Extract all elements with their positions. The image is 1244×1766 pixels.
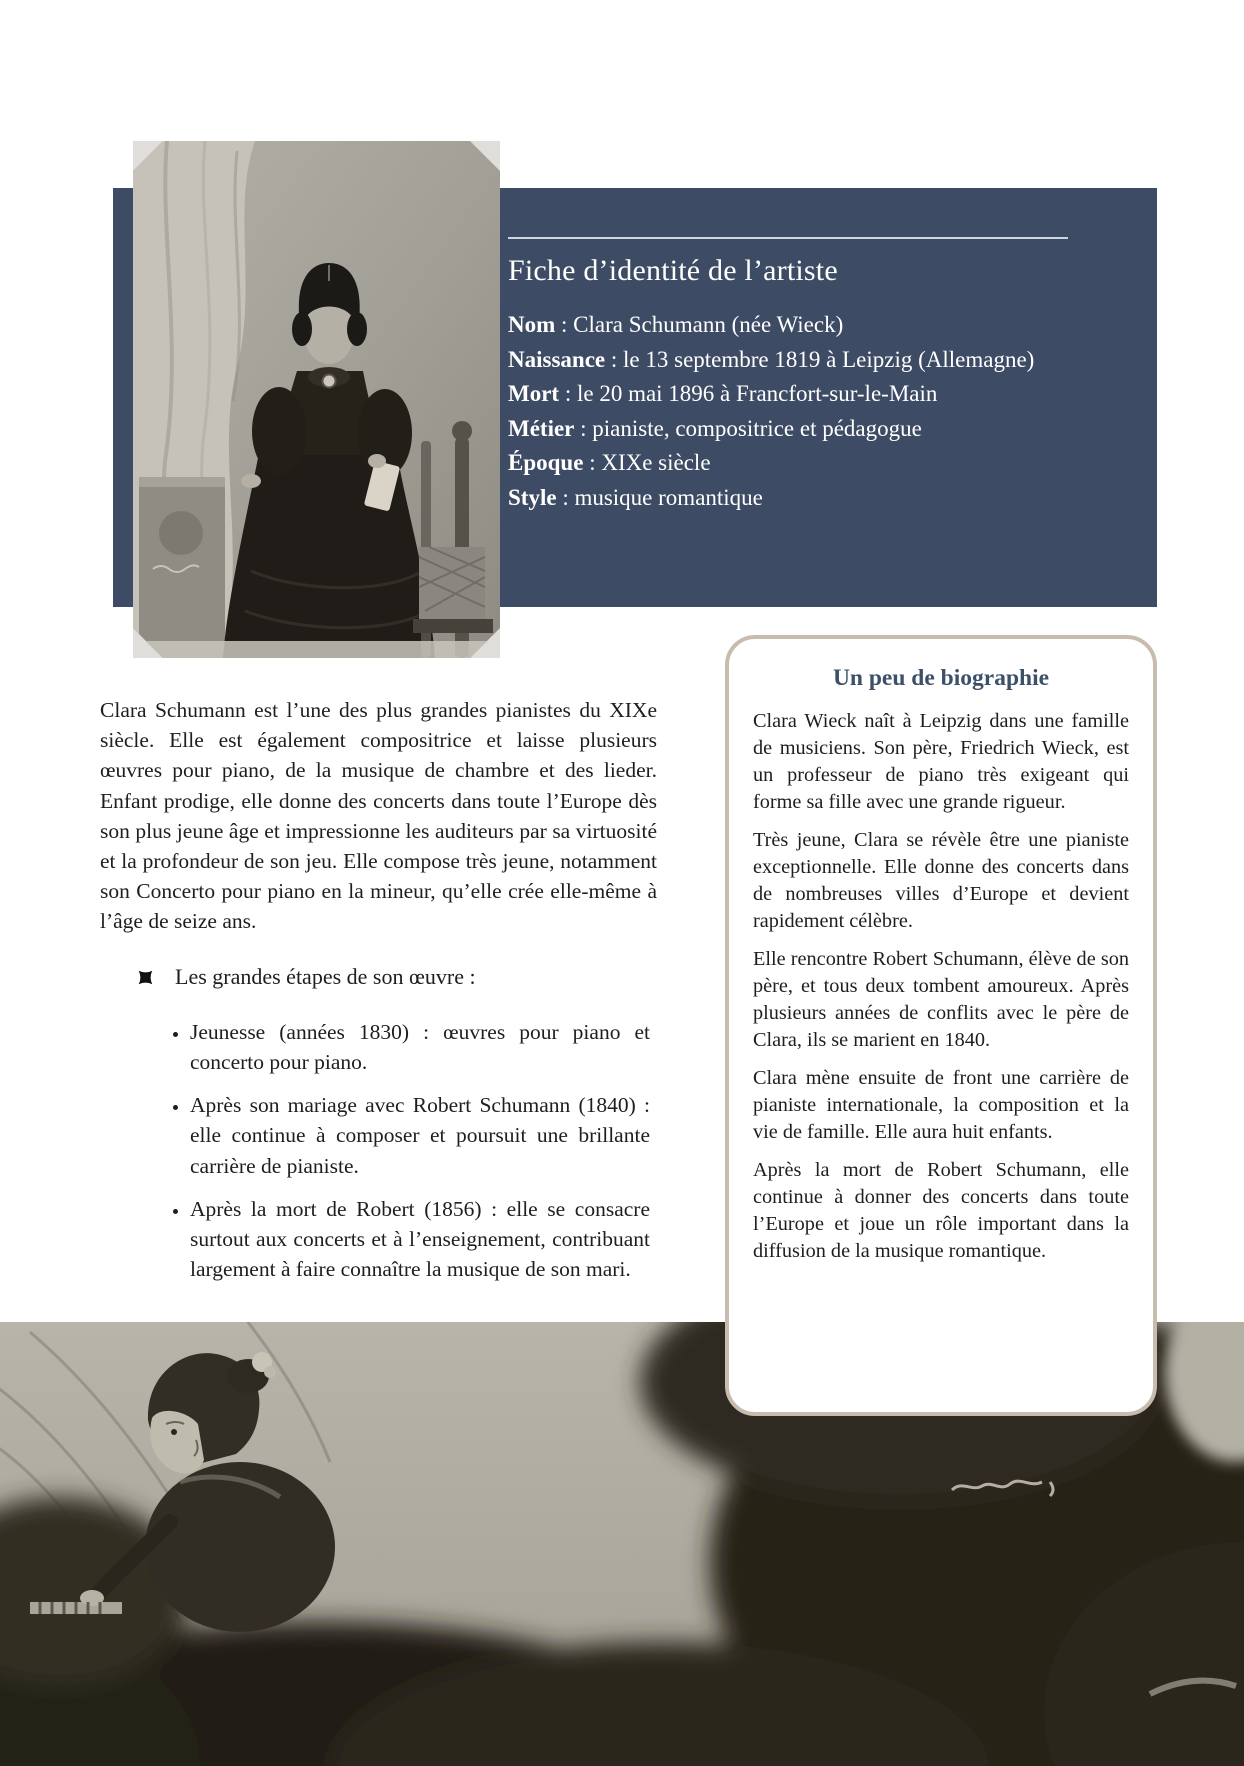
field-value: pianiste, compositrice et pédagogue [592, 415, 922, 441]
pedestal [139, 477, 225, 658]
field-value: musique romantique [574, 484, 763, 510]
banner-rule [508, 237, 1068, 239]
biography-paragraph: Clara mène ensuite de front une carrière de pianiste internationale, la composition et la vie de famille. Elle aura huit enfants. [753, 1067, 1129, 1143]
field-label: Métier [508, 415, 575, 441]
field-label: Nom [508, 312, 556, 337]
field-separator: : [559, 381, 577, 406]
list-item: • Après la mort de Robert (1856) : elle se consacre surtout aux concerts et à l’enseignement, contribuant largement à faire connaître la musique de son mari. [190, 1194, 657, 1285]
field-separator: : [605, 346, 624, 372]
field-separator: : [555, 312, 574, 337]
portrait-photo-inner [133, 141, 500, 658]
piano-keys [30, 1602, 122, 1614]
field-label: Naissance [508, 346, 606, 372]
portrait-illustration [133, 141, 500, 658]
biography-paragraph: Après la mort de Robert Schumann, elle continue à donner des concerts dans toute l’Europe et joue un rôle important dans la diffusion de la musique romantique. [753, 1159, 1129, 1262]
field-row-style [508, 481, 1112, 516]
photo-floor [133, 641, 500, 658]
field-value: XIXe siècle [601, 450, 711, 475]
field-row-epoque [508, 446, 1112, 481]
list-title-row [100, 962, 657, 992]
intro-paragraph: Clara Schumann est l’une des plus grandes pianistes du XIXe siècle. Elle est également compositrice et laisse plusieurs œuvres pour piano, de la musique de chambre et des lieder. Enfant prodige, elle donne des concerts dans toute l’Europe dès son plus jeune âge et impressionne les auditeurs par sa virtuosité et la profondeur de son jeu. Elle compose très jeune, notamment son Concerto pour piano en la mineur, qu’elle crée elle-même à l’âge de seize ans. [100, 698, 657, 934]
main-column [100, 695, 657, 1297]
biography-card [725, 635, 1157, 1416]
list-title: Les grandes étapes de son œuvre : [175, 963, 476, 989]
works-list [100, 1017, 657, 1285]
field-row-nom [508, 308, 1112, 343]
biography-paragraph: Clara Wieck naît à Leipzig dans une famille de musiciens. Son père, Friedrich Wieck, est un professeur de piano très exigeant qui forme sa fille avec une grande rigueur. [753, 710, 1129, 813]
pinched-square-ornament-icon [137, 969, 154, 986]
field-row-mort [508, 377, 1112, 412]
field-separator: : [556, 484, 575, 510]
field-value: le 20 mai 1896 à Francfort-sur-le-Main [576, 381, 938, 406]
field-label: Style [508, 484, 557, 510]
field-row-naissance [508, 343, 1112, 378]
field-separator: : [583, 450, 602, 475]
biography-paragraph: Elle rencontre Robert Schumann, élève de son père, et tous deux tombent amoureux. Après plusieurs années de conflits avec le père de Clara, ils se marient en 1840. [753, 948, 1129, 1051]
banner-title: Fiche d’identité de l’artiste [508, 254, 838, 287]
identity-fields [508, 308, 1112, 515]
biography-paragraph: Très jeune, Clara se révèle être une pianiste exceptionnelle. Elle donne des concerts dans de nombreuses villes d’Europe et devient rapidement célèbre. [753, 829, 1129, 932]
biography-title: Un peu de biographie [832, 665, 1050, 691]
identity-banner-content [508, 188, 1112, 515]
list-item: • Après son mariage avec Robert Schumann (1840) : elle continue à composer et poursuit une brillante carrière de pianiste. [190, 1090, 657, 1181]
portrait-photo [133, 141, 500, 658]
list-item: • Jeunesse (années 1830) : œuvres pour piano et concerto pour piano. [190, 1017, 657, 1077]
field-row-metier [508, 412, 1112, 447]
field-separator: : [574, 415, 593, 441]
field-value: le 13 septembre 1819 à Leipzig (Allemagne) [623, 346, 1035, 372]
field-label: Mort [508, 381, 560, 406]
field-label: Époque [508, 450, 584, 475]
field-value: Clara Schumann (née Wieck) [573, 312, 844, 337]
